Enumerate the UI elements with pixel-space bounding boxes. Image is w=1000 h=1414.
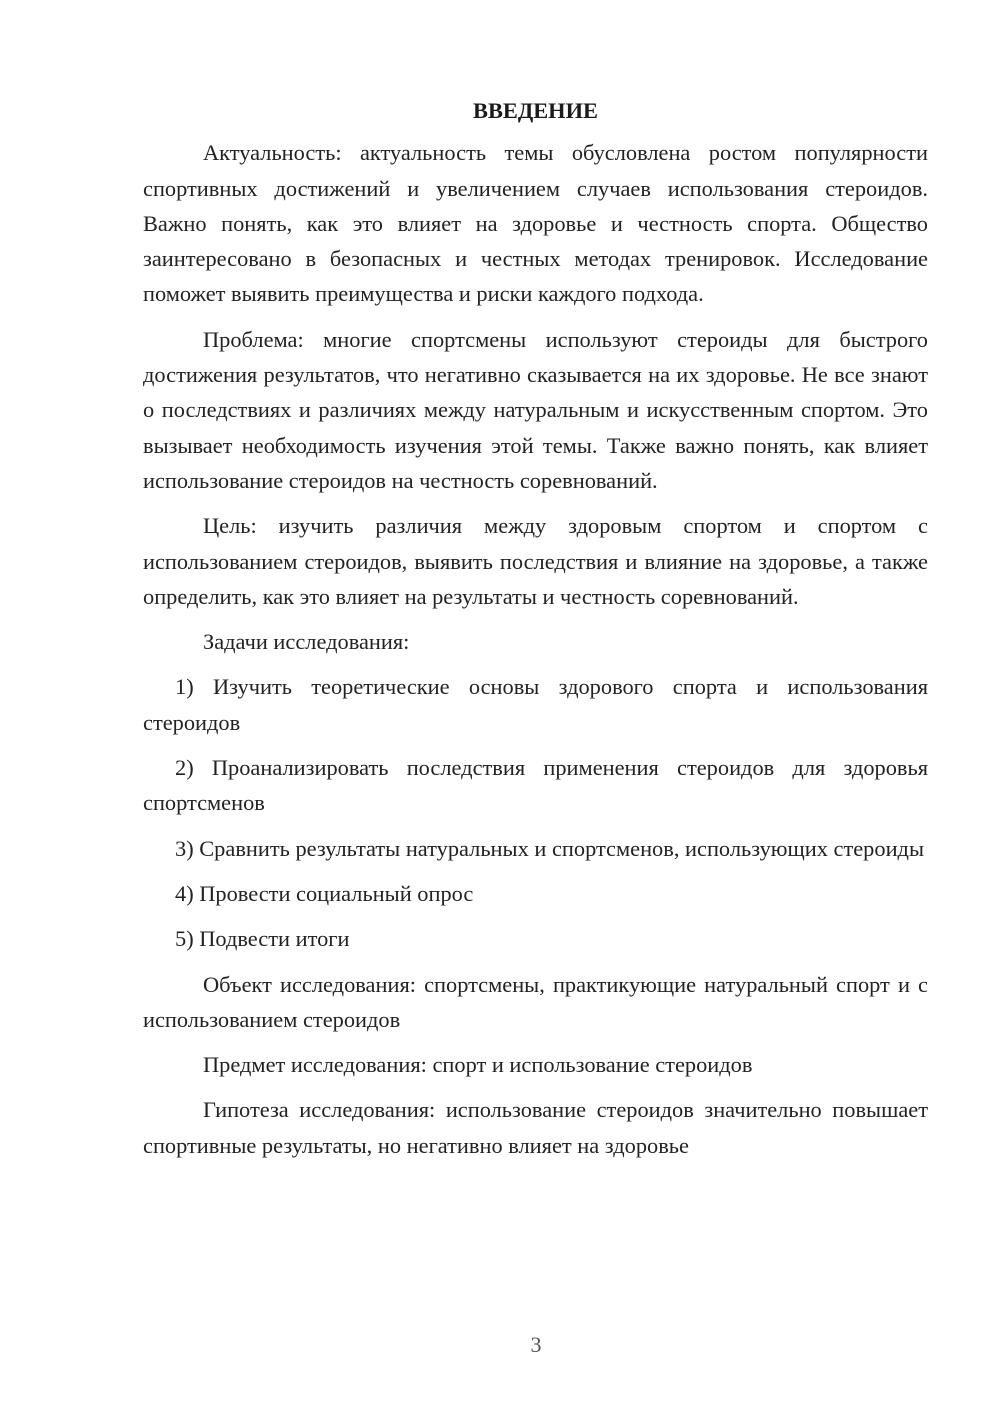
document-body: [143, 93, 928, 1173]
task-item-5: 5) Подвести итоги: [175, 926, 350, 952]
research-hypothesis: Гипотеза исследования: использование стероидов значительно повышает спортивные результаты, но негативно влияет на здоровье: [143, 1097, 928, 1158]
tasks-heading: Задачи исследования:: [203, 629, 410, 655]
problem-paragraph: Проблема: многие спортсмены используют стероиды для быстрого достижения результатов, что негативно сказывается на их здоровье. Не все знают о последствиях и различиях между натуральным и искусственным спортом. Это вызывает необходимость изучения этой темы. Также важно понять, как влияет использование стероидов на честность соревнований.: [143, 326, 928, 493]
task-item-4: 4) Провести социальный опрос: [175, 880, 474, 906]
relevance-paragraph: Актуальность: актуальность темы обусловлена ростом популярности спортивных достижений и увеличением случаев использования стероидов. Важно понять, как это влияет на здоровье и честность спорта. Общество заинтересовано в безопасных и честных методах тренировок. Исследование поможет выявить преимущества и риски каждого подхода.: [143, 140, 928, 307]
task-item-2: 2) Проанализировать последствия применения стероидов для здоровья спортсменов: [143, 755, 928, 816]
goal-paragraph: Цель: изучить различия между здоровым спортом и спортом с использованием стероидов, выявить последствия и влияние на здоровье, а также определить, как это влияет на результаты и честность соревнований.: [143, 513, 928, 609]
research-subject: Предмет исследования: спорт и использование стероидов: [203, 1052, 753, 1078]
task-item-3: 3) Сравнить результаты натуральных и спортсменов, использующих стероиды: [175, 835, 924, 861]
research-object: Объект исследования: спортсмены, практикующие натуральный спорт и с использованием стероидов: [143, 971, 928, 1032]
section-title: ВВЕДЕНИЕ: [473, 98, 598, 123]
page-number: 3: [530, 1332, 542, 1357]
task-item-1: 1) Изучить теоретические основы здорового спорта и использования стероидов: [143, 674, 928, 735]
